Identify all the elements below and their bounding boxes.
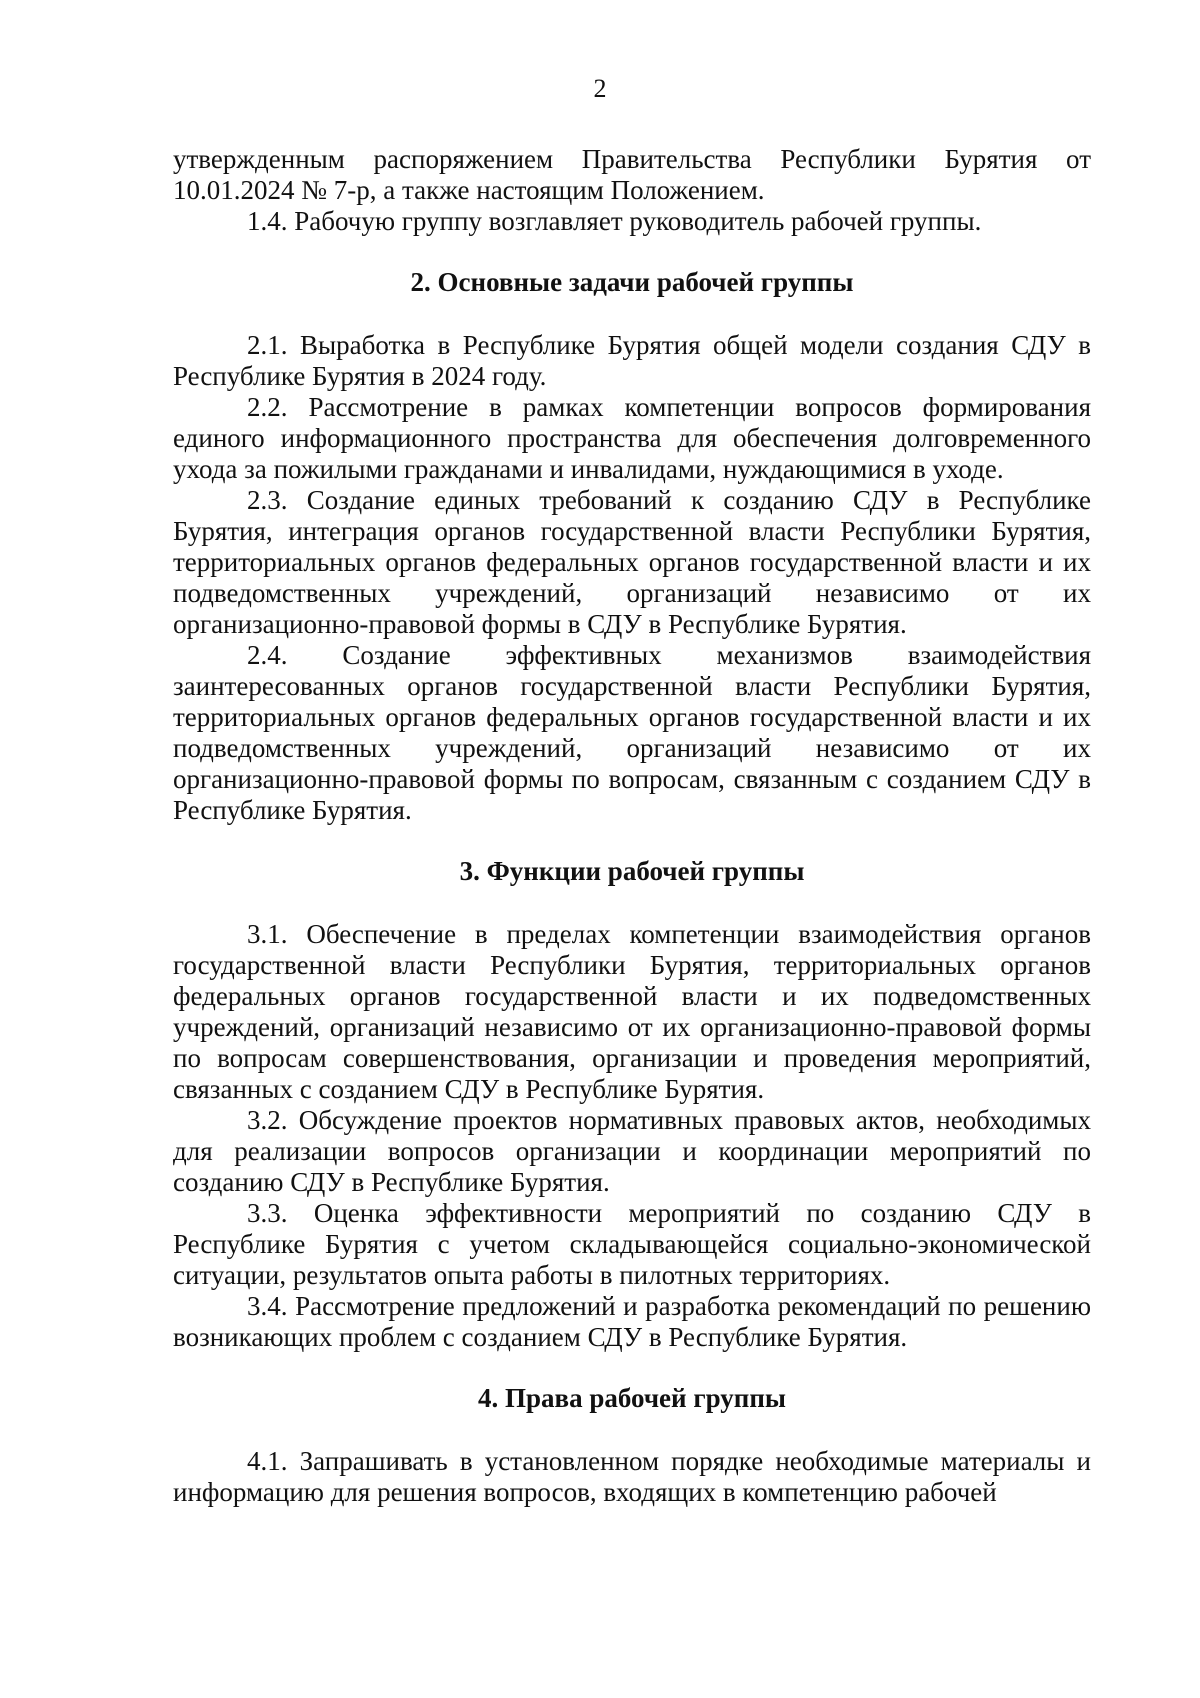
paragraph-3-1: 3.1. Обеспечение в пределах компетенции взаимодействия органов государственной власти Республики Бурятия, территориальных органов федеральных органов государственной власти и их подведомственных учреждений, организаций независимо от их организационно-правовой формы по вопросам совершенствования, организации и проведения мероприятий, связанных с созданием СДУ в Республике Бурятия. [173,919,1091,1104]
paragraph-3-4: 3.4. Рассмотрение предложений и разработка рекомендаций по решению возникающих проблем с созданием СДУ в Республике Бурятия. [173,1291,1091,1352]
section-heading-4: 4. Права рабочей группы [478,1383,786,1413]
section-heading-3: 3. Функции рабочей группы [459,856,805,886]
paragraph-continuation: утвержденным распоряжением Правительства Республики Бурятия от 10.01.2024 № 7-р, а также настоящим Положением. [173,144,1091,205]
paragraph-3-2: 3.2. Обсуждение проектов нормативных правовых актов, необходимых для реализации вопросов организации и координации мероприятий по созданию СДУ в Республике Бурятия. [173,1105,1091,1197]
page-number: 2 [593,74,607,103]
paragraph-3-3: 3.3. Оценка эффективности мероприятий по созданию СДУ в Республике Бурятия с учетом складывающейся социально-экономической ситуации, результатов опыта работы в пилотных территориях. [173,1198,1091,1290]
paragraph-4-1: 4.1. Запрашивать в установленном порядке необходимые материалы и информацию для решения вопросов, входящих в компетенцию рабочей [173,1446,1091,1507]
document-body [173,144,1091,1508]
section-heading-2: 2. Основные задачи рабочей группы [410,267,854,297]
paragraph-2-3: 2.3. Создание единых требований к созданию СДУ в Республике Бурятия, интеграция органов государственной власти Республики Бурятия, территориальных органов федеральных органов государственной власти и их подведомственных учреждений, организаций независимо от их организационно-правовой формы в СДУ в Республике Бурятия. [173,485,1091,639]
paragraph-2-4: 2.4. Создание эффективных механизмов взаимодействия заинтересованных органов государственной власти Республики Бурятия, территориальных органов федеральных органов государственной власти и их подведомственных учреждений, организаций независимо от их организационно-правовой формы по вопросам, связанным с созданием СДУ в Республике Бурятия. [173,640,1091,825]
paragraph-2-2: 2.2. Рассмотрение в рамках компетенции вопросов формирования единого информационного пространства для обеспечения долговременного ухода за пожилыми гражданами и инвалидами, нуждающимися в уходе. [173,392,1091,484]
paragraph-1-4: 1.4. Рабочую группу возглавляет руководитель рабочей группы. [247,206,982,236]
paragraph-2-1: 2.1. Выработка в Республике Бурятия общей модели создания СДУ в Республике Бурятия в 2024 году. [173,330,1091,391]
